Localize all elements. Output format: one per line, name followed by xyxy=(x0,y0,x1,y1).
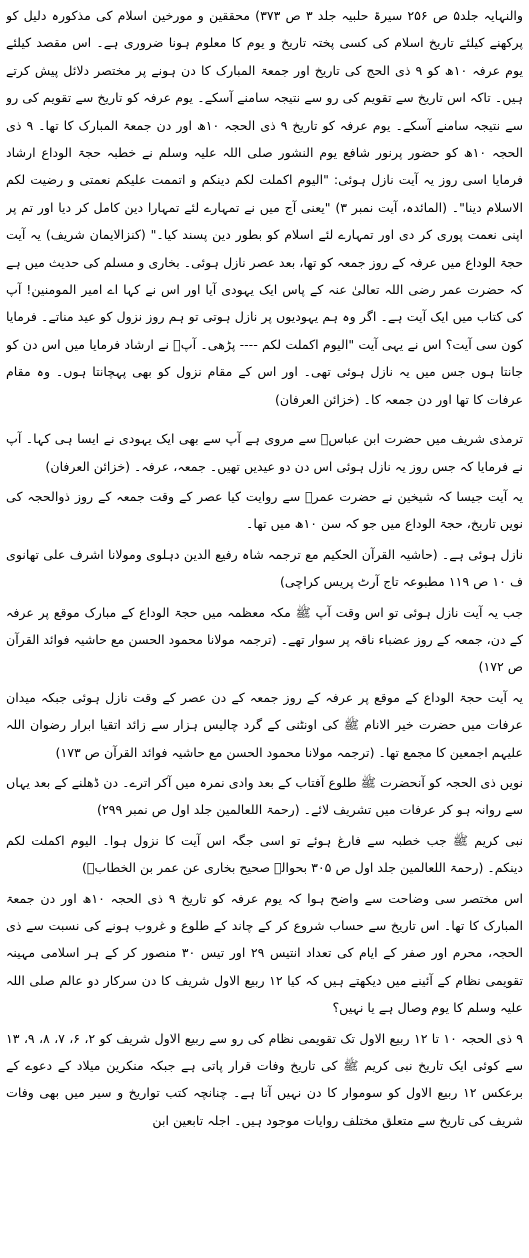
document-page xyxy=(6,2,523,1256)
paragraph: اس مختصر سی وضاحت سے واضح ہوا کہ یوم عرفہ کو تاریخ ۹ ذی الحجہ ۱۰ھ اور دن جمعۃ المبارک کا تھا۔ اس تاریخ سے حساب شروع کر کے چاند کے طلوع و غروب ہونے کی نسبت سے ذی الحجہ، محرم اور صفر کے ایام کی تعداد انتیس ۲۹ اور تیس ۳۰ منصور کر کے ہر اسلامی مہینہ تقویمی نظام کے آئینے میں دیکھتے ہیں کہ کیا ۱۲ ربیع الاول شریف کا دن سرکار دو عالم صلی اللہ علیہ وسلم کا یوم وصال ہے یا نہیں؟ xyxy=(6,890,523,1016)
paragraph: ۹ ذی الحجہ ۱۰ تا ۱۲ ربیع الاول تک تقویمی نظام کی رو سے ربیع الاول شریف کو ۲، ۶، ۷، ۸، ۹، ۱۳ سے کوئی ایک تاریخ نبی کریم ﷺ کی تاریخ وفات قرار پاتی ہے جبکہ منکرین میلاد کے دعوے کے برعکس ۱۲ ربیع الاول کو سوموار کا دن نہیں آتا ہے۔ چنانچہ کتب تواریخ و سیر میں بھی وفات شریف کی تاریخ سے متعلق مختلف روایات موجود ہیں۔ اجلہ تابعین ابن xyxy=(6,1030,523,1128)
paragraph: نبی کریم ﷺ جب خطبہ سے فارغ ہوئے تو اسی جگہ اس آیت کا نزول ہوا۔ الیوم اکملت لکم دینکم۔ (رحمۃ اللعالمین جلد اول ص ۳۰۵ بحوالہ صحیح بخاری عن عمر بن الخطابؓ) xyxy=(6,832,523,876)
paragraph: ترمذی شریف میں حضرت ابن عباسؓ سے مروی ہے آپ سے بھی ایک یہودی نے ایسا ہی کہا۔ آپ نے فرمایا کہ جس روز یہ نازل ہوئی اس دن دو عیدیں تھیں۔ جمعہ، عرفہ۔ (خزائن العرفان) xyxy=(6,431,523,474)
paragraph: والنہایہ جلد۵ ص ۲۵۶ سیرۃ حلبیہ جلد ۳ ص ۳۷۳) محققین و مورخین اسلام کی مذکورہ دلیل کو پرکھنے کیلئے تاریخ اسلام کی کسی پختہ تاریخ و یوم کا معلوم ہونا ضروری ہے۔ اس مقصد کیلئے یوم عرفہ ۱۰ھ کو ۹ ذی الحج کی تاریخ اور جمعۃ المبارک کا دن ہونے پر مختصر دلائل پیش کرتے ہیں۔ تاکہ اس تاریخ سے تقویم کی رو سے نتیجہ سامنے آسکے۔ یوم عرفہ کو تاریخ سے تقویم کی رو سے نتیجہ سامنے آسکے۔ یوم عرفہ کو تاریخ ۹ ذی الحجہ ۱۰ھ اور دن جمعۃ المبارک کا تھا۔ ۹ ذی الحجہ ۱۰ھ کو حضور پرنور شافع یوم النشور صلی اللہ علیہ وسلم نے خطبہ حجۃ الوداع ارشاد فرمایا اسی روز یہ آیت نازل ہوئی: "الیوم اکملت لکم دینکم و اتممت علیکم نعمتی و رضیت لکم الاسلام دینا"۔ (المائدہ، آیت نمبر ۳) "یعنی آج میں نے تمہارے لئے تمہارا دین کامل کر دیا اور تم پر اپنی نعمت پوری کر دی اور تمہارے لئے اسلام کو بطور دین پسند کیا۔" (کنزالایمان شریف) یہ آیت حجۃ الوداع میں عرفہ کے روز جمعہ کو تھا، بعد عصر نازل ہوئی۔ بخاری و مسلم کی حدیث میں ہے کہ حضرت عمر رضی اللہ تعالیٰ عنہ کے پاس ایک یہودی آیا اور اس نے کہا اے امیر المومنین! آپ کی کتاب میں ایک آیت ہے۔ اگر وہ ہم یہودیوں پر نازل ہوتی تو ہم روز نزول کو عید مناتے۔ فرمایا کون سی آیت؟ اس نے یہی آیت "الیوم اکملت لکم ---- پڑھی۔ آپؓ نے ارشاد فرمایا میں اس دن کو جانتا ہوں جس میں یہ نازل ہوئی تھی۔ اور اس کے مقام نزول کو بھی پہچانتا ہوں۔ وہ مقام عرفات کا تھا اور دن جمعہ کا۔ (خزائن العرفان) xyxy=(6,8,523,407)
paragraph: نویں ذی الحجہ کو آنحضرت ﷺ طلوع آفتاب کے بعد وادی نمرہ میں آکر اترے۔ دن ڈھلنے کے بعد یہاں سے روانہ ہو کر عرفات میں تشریف لائے۔ (رحمۃ اللعالمین جلد اول ص نمبر ۲۹۹) xyxy=(6,774,523,818)
paragraph: یہ آیت حجۃ الوداع کے موقع پر عرفہ کے روز جمعہ کے دن عصر کے وقت نازل ہوئی جبکہ میدان عرفات میں حضرت خیر الانام ﷺ کی اونٹنی کے گرد چالیس ہزار سے زائد اتقیا ابرار رضوان اللہ علیہم اجمعین کا مجمع تھا۔ (ترجمہ مولانا محمود الحسن مع حاشیہ فوائد القرآن ص ۱۷۳) xyxy=(6,689,523,760)
paragraph: یہ آیت جیسا کہ شیخین نے حضرت عمرؓ سے روایت کیا عصر کے وقت جمعہ کے روز ذوالحجہ کی نویں تاریخ، حجۃ الوداع میں جو کہ سن ۱۰ھ میں تھا۔ xyxy=(6,488,523,532)
paragraph: نازل ہوئی ہے۔ (حاشیہ القرآن الحکیم مع ترجمہ شاہ رفیع الدین دہلوی ومولانا اشرف علی تھانوی ف ۱۰ ص ۱۱۹ مطبوعہ تاج آرٹ پریس کراچی) xyxy=(6,546,523,590)
paragraph: جب یہ آیت نازل ہوئی تو اس وقت آپ ﷺ مکہ معظمہ میں حجۃ الوداع کے مبارک موقع پر عرفہ کے دن، جمعہ کے روز عضباء ناقہ پر سوار تھے۔ (ترجمہ مولانا محمود الحسن مع حاشیہ فوائد القرآن ص ۱۷۲) xyxy=(6,604,523,675)
